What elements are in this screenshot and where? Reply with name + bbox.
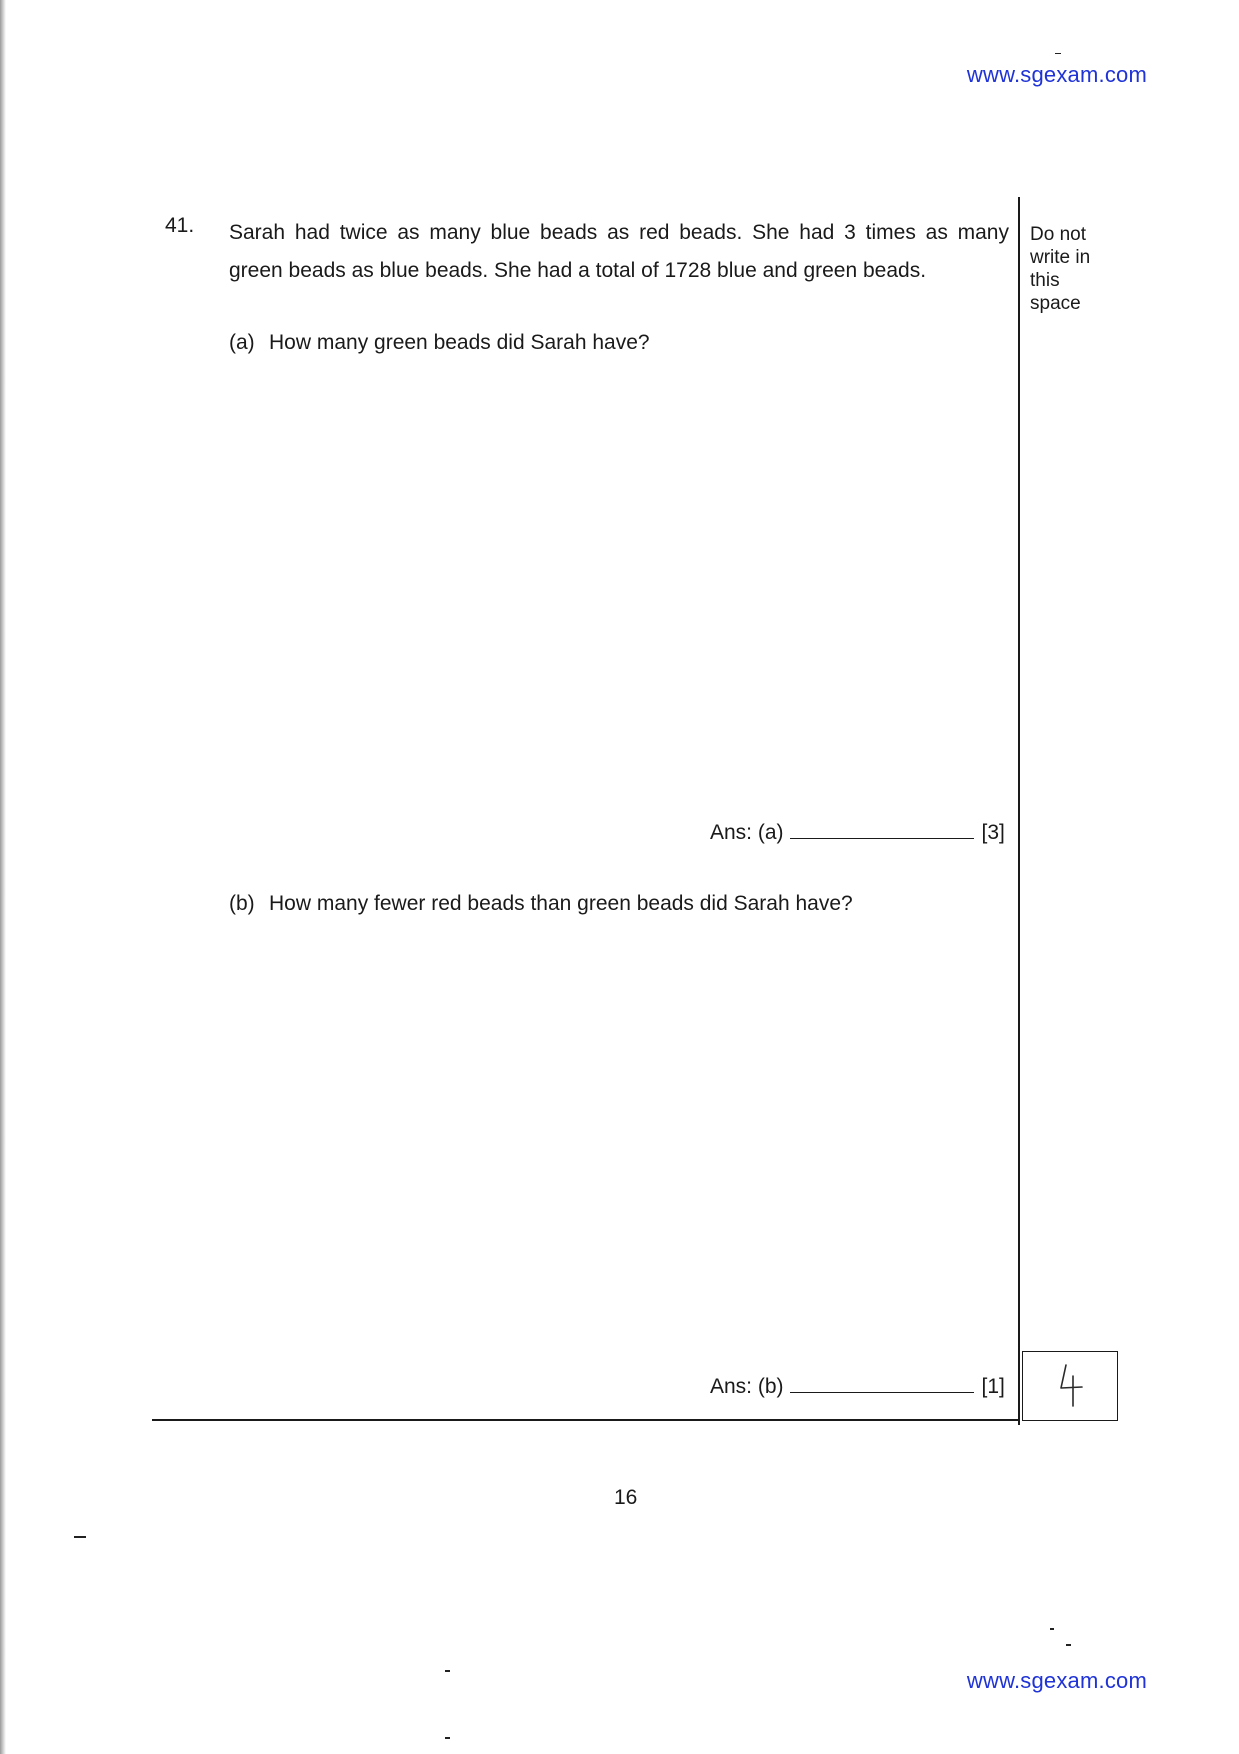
answer-b-blank[interactable] xyxy=(790,1372,974,1393)
margin-note-line: space xyxy=(1030,293,1081,314)
scan-speck xyxy=(1066,1644,1071,1646)
margin-note-line: this xyxy=(1030,270,1060,291)
margin-divider xyxy=(1018,197,1020,1425)
header-watermark: www.sgexam.com xyxy=(966,62,1147,87)
margin-note-line: write in xyxy=(1030,247,1091,268)
question-text xyxy=(229,214,1009,290)
handwritten-score xyxy=(1056,1362,1086,1408)
answer-a-marks: [3] xyxy=(981,821,1005,844)
part-b-label: (b) xyxy=(229,892,255,915)
question-text-line: Sarah had twice as many blue beads as red beads. She had 3 times as many xyxy=(229,221,1009,244)
footer-watermark: www.sgexam.com xyxy=(966,1668,1147,1693)
answer-b-marks: [1] xyxy=(981,1375,1005,1398)
scan-speck xyxy=(1050,1628,1054,1630)
answer-line-a xyxy=(710,818,1005,845)
part-a-label: (a) xyxy=(229,331,255,354)
part-a-text: How many green beads did Sarah have? xyxy=(269,331,650,354)
answer-line-b xyxy=(710,1372,1005,1399)
margin-note-line: Do not xyxy=(1030,224,1086,245)
part-b-question xyxy=(229,892,853,916)
scan-speck xyxy=(74,1536,86,1538)
section-bottom-rule xyxy=(152,1419,1018,1421)
part-b-text: How many fewer red beads than green beads did Sarah have? xyxy=(269,892,853,915)
margin-note xyxy=(1030,223,1120,315)
question-text-line: green beads as blue beads. She had a total of 1728 blue and green beads. xyxy=(229,259,927,282)
scan-edge xyxy=(0,0,6,1754)
scan-speck xyxy=(445,1737,450,1739)
part-a-question xyxy=(229,331,650,355)
score-box xyxy=(1022,1351,1118,1421)
scan-speck xyxy=(445,1670,450,1672)
scan-speck xyxy=(1055,53,1061,54)
page-number: 16 xyxy=(614,1486,638,1509)
answer-a-blank[interactable] xyxy=(790,818,974,839)
question-number: 41. xyxy=(165,214,195,237)
answer-a-label: Ans: (a) xyxy=(710,821,784,844)
answer-b-label: Ans: (b) xyxy=(710,1375,784,1398)
